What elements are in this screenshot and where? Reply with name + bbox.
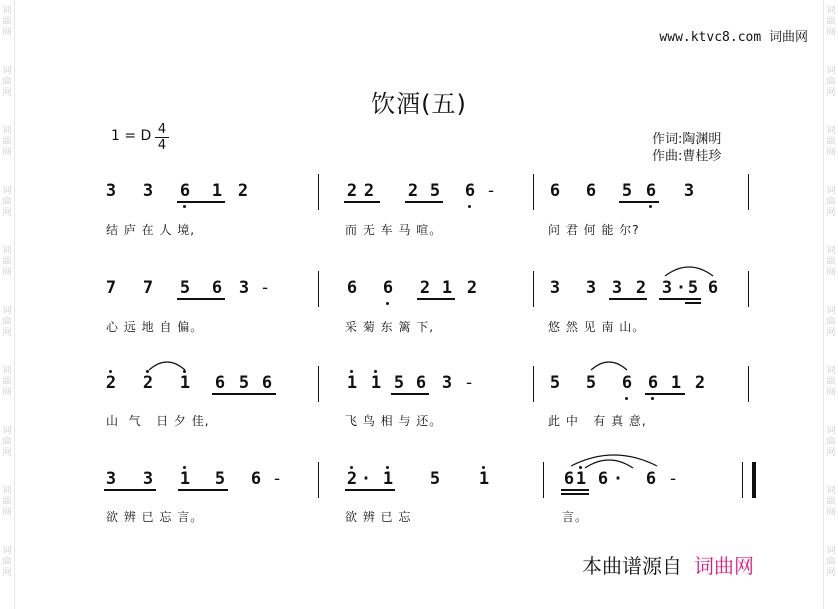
footer-brand-link[interactable]: 词曲网 (694, 554, 754, 578)
low-octave-dot (649, 205, 652, 208)
note: 5 (214, 469, 226, 489)
note: 3 (683, 181, 695, 201)
source-footer (582, 550, 754, 579)
watermark-text: 词 曲 网 (2, 306, 12, 338)
note: 2 (346, 181, 358, 201)
note: 7 (105, 278, 117, 298)
note: 2 (407, 181, 419, 201)
bar-line (318, 271, 319, 307)
note: 3 (105, 469, 117, 489)
hold-dash: - (488, 181, 495, 201)
eighth-underline (645, 393, 685, 395)
note: 5 (393, 373, 405, 393)
lyric-line: 采 菊 东 篱 下, (345, 320, 435, 334)
note: 2 (142, 373, 154, 393)
sixteenth-underline (685, 302, 701, 304)
note: 6 (261, 373, 273, 393)
note: 5 (621, 181, 633, 201)
hold-dash: - (670, 469, 677, 489)
note: 6 (549, 181, 561, 201)
time-signature-bottom: 4 (157, 138, 167, 153)
dot-mark: · (675, 278, 687, 298)
high-octave-dot (350, 466, 353, 469)
note: 1 (575, 469, 587, 489)
note: 3 (611, 278, 623, 298)
tie-arc (582, 456, 636, 470)
watermark-text: 词 曲 网 (2, 186, 12, 218)
bar-line (318, 366, 319, 402)
note: 3 (238, 278, 250, 298)
note: 6 (563, 469, 575, 489)
eighth-underline (212, 393, 276, 395)
note: 1 (179, 373, 191, 393)
note: 6 (645, 469, 657, 489)
hold-dash: - (262, 278, 269, 298)
lyric-line: 问 君 何 能 尔? (548, 223, 640, 237)
watermark-text: 词 曲 网 (2, 426, 12, 458)
note: 1 (382, 469, 394, 489)
bar-line (533, 366, 534, 402)
watermark-text: 词 曲 网 (2, 486, 12, 518)
note: 6 (585, 181, 597, 201)
tie-arc (662, 262, 716, 278)
eighth-underline (417, 298, 455, 300)
bar-line (748, 174, 749, 210)
note: 6 (597, 469, 609, 489)
sixteenth-underline (561, 493, 589, 495)
note: 5 (429, 181, 441, 201)
footer-text: 本曲谱源自 (582, 554, 682, 578)
note: 3 (441, 373, 453, 393)
watermark-text: 词 曲 网 (826, 426, 836, 458)
eighth-underline (561, 489, 589, 491)
note: 6 (250, 469, 262, 489)
watermark-text: 词 曲 网 (2, 546, 12, 578)
bar-line (318, 174, 319, 210)
note: 6 (647, 373, 659, 393)
low-octave-dot (468, 205, 471, 208)
watermark-text: 词 曲 网 (826, 366, 836, 398)
note: 6 (382, 278, 394, 298)
note: 6 (415, 373, 427, 393)
watermark-text: 词 曲 网 (826, 186, 836, 218)
song-title: 饮酒(五) (371, 90, 467, 118)
bar-line (543, 462, 544, 498)
lyric-line: 结 庐 在 人 境, (106, 223, 196, 237)
note: 6 (707, 278, 719, 298)
high-octave-dot (386, 466, 389, 469)
low-octave-dot (651, 397, 654, 400)
lyric-line: 飞 鸟 相 与 还。 (345, 414, 443, 428)
lyric-line: 言。 (562, 510, 589, 524)
watermark-text: 词 曲 网 (2, 246, 12, 278)
note: 2 (466, 278, 478, 298)
watermark-text: 词 曲 网 (2, 6, 12, 38)
watermark-text: 词 曲 网 (2, 126, 12, 158)
low-octave-dot (625, 397, 628, 400)
note: 2 (635, 278, 647, 298)
dot-mark: · (612, 469, 624, 489)
lyric-line: 欲 辨 已 忘 言。 (106, 510, 204, 524)
note: 1 (670, 373, 682, 393)
note: 3 (549, 278, 561, 298)
lyric-line: 山 气 日 夕 佳, (106, 414, 210, 428)
note: 1 (478, 469, 490, 489)
eighth-underline (391, 393, 429, 395)
site-url[interactable]: www.ktvc8.com 词曲网 (659, 30, 808, 45)
time-signature (155, 122, 169, 153)
high-octave-dot (350, 370, 353, 373)
final-double-bar (742, 462, 756, 498)
time-signature-top: 4 (155, 122, 169, 138)
note: 3 (142, 469, 154, 489)
note: 6 (211, 278, 223, 298)
note: 2 (363, 181, 375, 201)
note: 3 (142, 181, 154, 201)
note: 3 (105, 181, 117, 201)
note: 2 (237, 181, 249, 201)
note: 1 (346, 373, 358, 393)
bar-line (748, 366, 749, 402)
eighth-underline (345, 489, 395, 491)
lyric-line: 此 中 有 真 意, (548, 414, 647, 428)
bar-line (318, 462, 319, 498)
note: 2 (346, 469, 358, 489)
key-signature: 1 = D (111, 128, 152, 144)
note: 5 (549, 373, 561, 393)
bar-line (533, 174, 534, 210)
hold-dash: - (466, 373, 473, 393)
tie-arc (146, 358, 188, 372)
eighth-underline (177, 201, 225, 203)
note: 6 (621, 373, 633, 393)
watermark-text: 词 曲 网 (826, 546, 836, 578)
high-octave-dot (183, 466, 186, 469)
composer-credit: 作曲:曹桂珍 (652, 149, 722, 164)
bar-line (748, 271, 749, 307)
eighth-underline (405, 201, 443, 203)
high-octave-dot (374, 370, 377, 373)
eighth-underline (619, 201, 659, 203)
note: 5 (179, 278, 191, 298)
dot-mark: · (360, 469, 372, 489)
watermark-text: 词 曲 网 (826, 246, 836, 278)
note: 1 (211, 181, 223, 201)
watermark-text: 词 曲 网 (826, 6, 836, 38)
lyric-line: 而 无 车 马 喧。 (345, 223, 443, 237)
lyric-line: 悠 然 见 南 山。 (548, 320, 646, 334)
note: 2 (419, 278, 431, 298)
note: 6 (346, 278, 358, 298)
high-octave-dot (482, 466, 485, 469)
note: 6 (464, 181, 476, 201)
note: 1 (370, 373, 382, 393)
note: 7 (142, 278, 154, 298)
watermark-text: 词 曲 网 (826, 126, 836, 158)
note: 3 (585, 278, 597, 298)
lyricist-credit: 作词:陶渊明 (652, 132, 722, 147)
lyric-line: 欲 辨 已 忘 (345, 510, 412, 524)
hold-dash: - (274, 469, 281, 489)
watermark-text: 词 曲 网 (826, 66, 836, 98)
lyric-line: 心 远 地 自 偏。 (106, 320, 204, 334)
eighth-underline (178, 489, 228, 491)
eighth-underline (659, 298, 701, 300)
eighth-underline (609, 298, 647, 300)
note: 5 (585, 373, 597, 393)
note: 2 (105, 373, 117, 393)
note: 1 (179, 469, 191, 489)
note: 5 (238, 373, 250, 393)
note: 5 (429, 469, 441, 489)
eighth-underline (104, 489, 156, 491)
low-octave-dot (386, 302, 389, 305)
note: 2 (694, 373, 706, 393)
eighth-underline (344, 201, 380, 203)
watermark-text: 词 曲 网 (826, 306, 836, 338)
note: 5 (687, 278, 699, 298)
low-octave-dot (183, 205, 186, 208)
bar-line (533, 271, 534, 307)
watermark-text: 词 曲 网 (2, 66, 12, 98)
note: 6 (645, 181, 657, 201)
eighth-underline (177, 298, 225, 300)
tie-arc (588, 358, 630, 372)
note: 1 (441, 278, 453, 298)
watermark-text: 词 曲 网 (826, 486, 836, 518)
note: 6 (214, 373, 226, 393)
high-octave-dot (109, 370, 112, 373)
note: 6 (179, 181, 191, 201)
watermark-text: 词 曲 网 (2, 366, 12, 398)
note: 3 (661, 278, 673, 298)
